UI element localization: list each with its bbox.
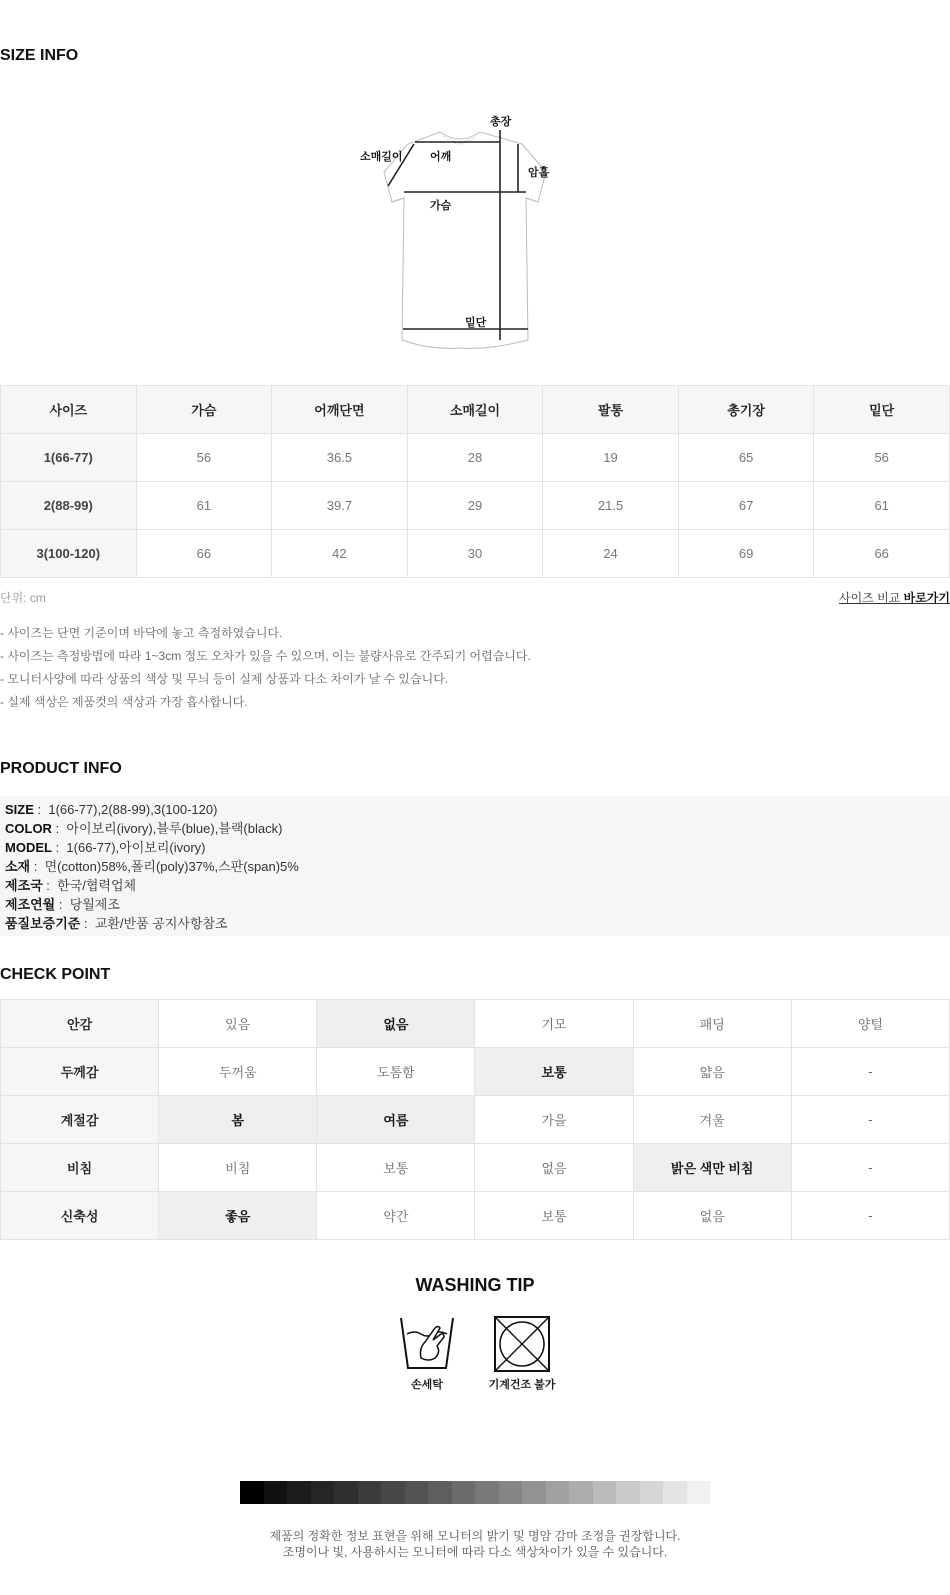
size-table-header: 밑단 — [814, 386, 950, 434]
size-value-cell: 67 — [678, 482, 814, 530]
size-value-cell: 24 — [543, 530, 679, 578]
size-label-cell: 2(88-99) — [1, 482, 137, 530]
info-row-color: COLOR : 아이보리(ivory),블루(blue),블랙(black) — [5, 821, 283, 836]
check-option-cell: 여름 — [317, 1096, 475, 1144]
check-label-cell: 신축성 — [1, 1192, 159, 1240]
grayscale-swatch — [663, 1481, 687, 1504]
grayscale-swatch — [287, 1481, 311, 1504]
info-key: 품질보증기준 — [5, 916, 81, 931]
info-key: 제조연월 — [5, 897, 56, 912]
size-compare-link[interactable] — [839, 589, 950, 606]
table-row — [1, 482, 950, 530]
check-option-cell: 비침 — [159, 1144, 317, 1192]
info-key: 소재 — [5, 859, 31, 874]
check-option-cell: 도톰함 — [317, 1048, 475, 1096]
product-info-box — [0, 796, 950, 936]
size-value-cell: 66 — [814, 530, 950, 578]
check-label-cell: 비침 — [1, 1144, 159, 1192]
info-value: 1(66-77),아이보리(ivory) — [66, 840, 206, 855]
check-option-cell: 두꺼움 — [159, 1048, 317, 1096]
size-value-cell: 61 — [814, 482, 950, 530]
info-key: MODEL — [5, 840, 52, 855]
table-row — [1, 1096, 950, 1144]
grayscale-swatch — [311, 1481, 335, 1504]
check-option-cell: 없음 — [633, 1192, 791, 1240]
size-label-cell: 1(66-77) — [1, 434, 137, 482]
check-option-cell: 양털 — [791, 1000, 949, 1048]
size-value-cell: 65 — [678, 434, 814, 482]
note-item: - 실제 색상은 제품컷의 색상과 가장 흡사합니다. — [0, 695, 248, 709]
grayscale-swatch — [264, 1481, 288, 1504]
size-value-cell: 39.7 — [272, 482, 408, 530]
label-chest: 가슴 — [430, 200, 452, 212]
grayscale-swatch — [334, 1481, 358, 1504]
size-value-cell: 19 — [543, 434, 679, 482]
size-value-cell: 21.5 — [543, 482, 679, 530]
check-option-cell: 밝은 색만 비침 — [633, 1144, 791, 1192]
grayscale-swatch — [546, 1481, 570, 1504]
check-label-cell: 계절감 — [1, 1096, 159, 1144]
info-row-warranty: 품질보증기준 : 교환/반품 공지사항참조 — [5, 916, 228, 931]
check-option-cell: - — [791, 1144, 949, 1192]
note-item: - 사이즈는 측정방법에 따라 1~3cm 정도 오차가 있을 수 있으며, 이는 불량사유로 간주되기 어렵습니다. — [0, 649, 531, 663]
size-value-cell: 66 — [136, 530, 272, 578]
grayscale-swatch — [687, 1481, 711, 1504]
check-point-title: CHECK POINT — [0, 966, 111, 983]
note-item: - 모니터사양에 따라 상품의 색상 및 무늬 등이 실제 상품과 다소 차이가 날 수 있습니다. — [0, 672, 449, 686]
size-table-header: 가슴 — [136, 386, 272, 434]
label-sleeve-length: 소매길이 — [360, 151, 403, 163]
size-value-cell: 36.5 — [272, 434, 408, 482]
product-info-title: PRODUCT INFO — [0, 760, 122, 777]
check-point-table — [0, 999, 950, 1240]
grayscale-swatch — [381, 1481, 405, 1504]
check-option-cell: 없음 — [475, 1144, 633, 1192]
size-value-cell: 28 — [407, 434, 543, 482]
size-value-cell: 30 — [407, 530, 543, 578]
table-row — [1, 530, 950, 578]
check-option-cell: 겨울 — [633, 1096, 791, 1144]
grayscale-swatch — [616, 1481, 640, 1504]
grayscale-swatch — [452, 1481, 476, 1504]
table-row — [1, 434, 950, 482]
check-option-cell: 좋음 — [159, 1192, 317, 1240]
check-option-cell: 보통 — [475, 1192, 633, 1240]
wash-tip-no-tumble-dry — [482, 1314, 562, 1392]
grayscale-swatch — [240, 1481, 264, 1504]
info-row-material: 소재 : 면(cotton)58%,폴리(poly)37%,스판(span)5% — [5, 859, 299, 874]
info-value: 한국/협력업체 — [57, 878, 137, 893]
label-shoulder: 어깨 — [430, 151, 452, 163]
grayscale-swatch — [475, 1481, 499, 1504]
size-compare-go: 바로가기 — [903, 591, 950, 605]
check-option-cell: 보통 — [475, 1048, 633, 1096]
label-total-length: 총장 — [490, 116, 512, 128]
check-option-cell: 보통 — [317, 1144, 475, 1192]
check-label-cell: 두께감 — [1, 1048, 159, 1096]
info-row-origin: 제조국 : 한국/협력업체 — [5, 878, 137, 893]
table-row — [1, 1048, 950, 1096]
size-table-header: 어깨단면 — [272, 386, 408, 434]
grayscale-swatch — [428, 1481, 452, 1504]
size-compare-prefix: 사이즈 비교 — [838, 591, 904, 605]
size-value-cell: 56 — [136, 434, 272, 482]
size-table-header: 소매길이 — [407, 386, 543, 434]
check-option-cell: 약간 — [317, 1192, 475, 1240]
label-hem: 밑단 — [465, 317, 487, 329]
check-option-cell: 없음 — [317, 1000, 475, 1048]
check-option-cell: 가을 — [475, 1096, 633, 1144]
grayscale-swatch — [640, 1481, 664, 1504]
check-option-cell: 봄 — [159, 1096, 317, 1144]
check-option-cell: - — [791, 1192, 949, 1240]
grayscale-swatch — [569, 1481, 593, 1504]
size-table-header: 총기장 — [678, 386, 814, 434]
grayscale-swatch — [522, 1481, 546, 1504]
monitor-disclaimer — [0, 1528, 950, 1560]
hand-wash-icon — [397, 1314, 457, 1374]
check-option-cell: - — [791, 1096, 949, 1144]
info-row-manufactured: 제조연월 : 당월제조 — [5, 897, 120, 912]
size-info-title: SIZE INFO — [0, 47, 79, 64]
check-option-cell: 있음 — [159, 1000, 317, 1048]
check-label-cell: 안감 — [1, 1000, 159, 1048]
grayscale-swatch — [358, 1481, 382, 1504]
check-option-cell: 기모 — [475, 1000, 633, 1048]
info-value: 당월제조 — [69, 897, 120, 912]
label-armhole: 암홀 — [528, 167, 550, 179]
check-option-cell: - — [791, 1048, 949, 1096]
info-value: 아이보리(ivory),블루(blue),블랙(black) — [66, 821, 283, 836]
size-value-cell: 42 — [272, 530, 408, 578]
info-value: 교환/반품 공지사항참조 — [94, 916, 228, 931]
table-row — [1, 1192, 950, 1240]
size-value-cell: 69 — [678, 530, 814, 578]
table-row — [1, 1000, 950, 1048]
grayscale-bar — [240, 1481, 710, 1504]
size-table-header: 팔통 — [543, 386, 679, 434]
size-notes — [0, 622, 531, 714]
info-key: 제조국 — [5, 878, 43, 893]
info-value: 면(cotton)58%,폴리(poly)37%,스판(span)5% — [44, 859, 299, 874]
grayscale-swatch — [593, 1481, 617, 1504]
unit-label: 단위: cm — [0, 591, 46, 605]
disclaimer-line: 조명이나 빛, 사용하시는 모니터에 따라 다소 색상차이가 있을 수 있습니다. — [282, 1545, 668, 1559]
info-key: COLOR — [5, 821, 52, 836]
wash-caption: 기계건조 불가 — [488, 1379, 556, 1391]
info-value: 1(66-77),2(88-99),3(100-120) — [48, 802, 218, 817]
wash-tip-hand-wash — [387, 1314, 467, 1392]
info-row-size: SIZE : 1(66-77),2(88-99),3(100-120) — [5, 802, 218, 817]
size-value-cell: 61 — [136, 482, 272, 530]
wash-caption: 손세탁 — [411, 1379, 443, 1391]
grayscale-swatch — [499, 1481, 523, 1504]
disclaimer-line: 제품의 정확한 정보 표현을 위해 모니터의 밝기 및 명암 감마 조정을 권장합니다. — [269, 1529, 681, 1543]
check-option-cell: 얇음 — [633, 1048, 791, 1096]
table-row — [1, 1144, 950, 1192]
size-label-cell: 3(100-120) — [1, 530, 137, 578]
check-option-cell: 패딩 — [633, 1000, 791, 1048]
grayscale-swatch — [405, 1481, 429, 1504]
no-tumble-dry-icon — [492, 1314, 552, 1374]
note-item: - 사이즈는 단면 기준이며 바닥에 놓고 측정하였습니다. — [0, 626, 283, 640]
size-value-cell: 56 — [814, 434, 950, 482]
washing-tip-title: WASHING TIP — [415, 1275, 535, 1295]
size-table-header: 사이즈 — [1, 386, 137, 434]
info-key: SIZE — [5, 802, 34, 817]
info-row-model: MODEL : 1(66-77),아이보리(ivory) — [5, 840, 206, 855]
size-table — [0, 385, 950, 578]
size-value-cell: 29 — [407, 482, 543, 530]
garment-diagram — [350, 108, 580, 358]
size-table-header-row — [1, 386, 950, 434]
